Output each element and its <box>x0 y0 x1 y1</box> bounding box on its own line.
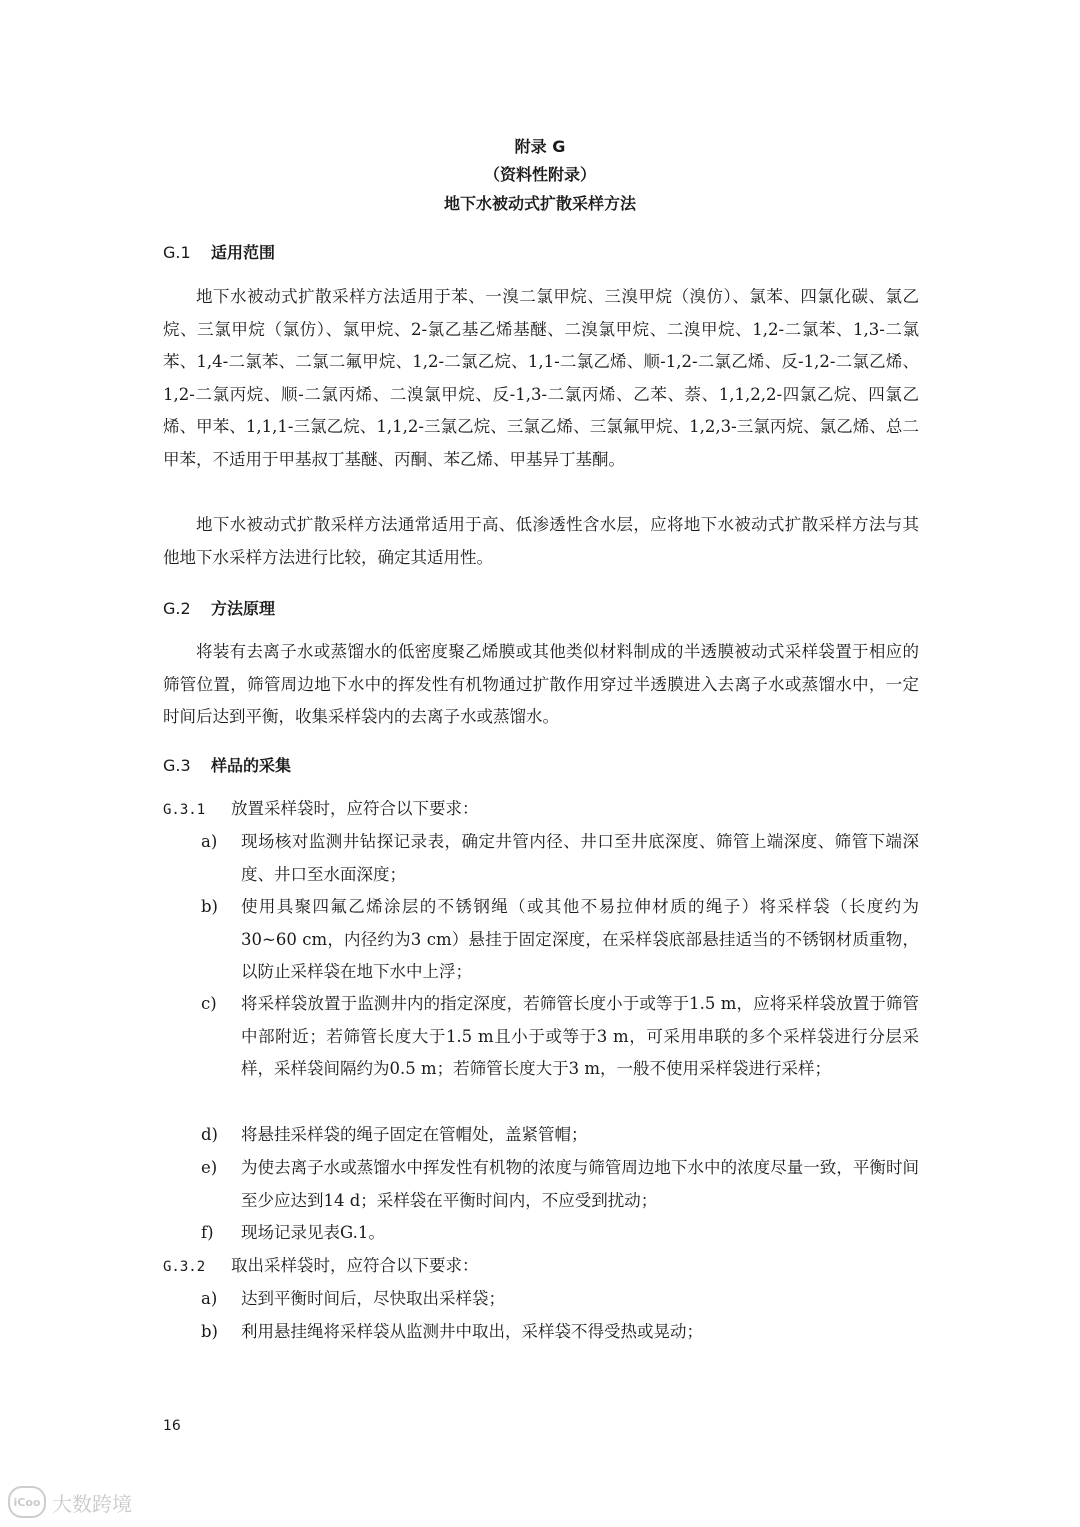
appendix-type: （资料性附录） <box>483 165 596 184</box>
item-text: 达到平衡时间后，尽快取出采样袋； <box>241 1289 505 1308</box>
list-item-g31-b <box>201 891 919 989</box>
item-label: e) <box>201 1158 218 1177</box>
item-label: f) <box>201 1223 214 1242</box>
item-label: b) <box>201 1322 218 1341</box>
watermark-text: 大数跨境 <box>52 1491 132 1516</box>
item-label: c) <box>201 994 217 1013</box>
list-item-g31-d <box>201 1119 919 1152</box>
item-label: a) <box>201 1289 218 1308</box>
section-number: G.1 <box>163 243 191 262</box>
item-label: a) <box>201 832 218 851</box>
item-label: d) <box>201 1125 218 1144</box>
list-item-g31-a <box>201 826 919 891</box>
appendix-title: 地下水被动式扩散采样方法 <box>443 194 636 213</box>
item-label: b) <box>201 897 218 916</box>
list-item-g31-e <box>201 1152 919 1217</box>
watermark-logo-icon: iCoo <box>8 1486 46 1518</box>
list-item-g32-a <box>201 1283 919 1316</box>
clause-number: G.3.2 <box>163 1259 206 1275</box>
paragraph-g1-scope: 地下水被动式扩散采样方法适用于苯、一溴二氯甲烷、三溴甲烷（溴仿）、氯苯、四氯化碳、氯乙烷、三氯甲烷（氯仿）、氯甲烷、2-氯乙基乙烯基醚、二溴氯甲烷、二溴甲烷、1,2-二氯苯、1,3-二氯苯、1,4-二氯苯、二氯二氟甲烷、1,2-二氯乙烷、1,1-二氯乙烯、顺-1,2-二氯乙烯、反-1,2-二氯乙烯、1,2-二氯丙烷、顺-二氯丙烯、二溴氯甲烷、反-1,3-二氯丙烯、乙苯、萘、1,1,2,2-四氯乙烷、四氯乙烯、甲苯、1,1,1-三氯乙烷、1,1,2-三氯乙烷、三氯乙烯、三氯氟甲烷、1,2,3-三氯丙烷、氯乙烯、总二甲苯，不适用于甲基叔丁基醚、丙酮、苯乙烯、甲基异丁基酮。 <box>163 287 919 469</box>
page-number: 16 <box>163 1418 181 1434</box>
paragraph-g2-principle: 将装有去离子水或蒸馏水的低密度聚乙烯膜或其他类似材料制成的半透膜被动式采样袋置于相应的筛管位置，筛管周边地下水中的挥发性有机物通过扩散作用穿过半透膜进入去离子水或蒸馏水中，一定时间后达到平衡，收集采样袋内的去离子水或蒸馏水。 <box>163 642 919 726</box>
section-title: 样品的采集 <box>211 756 292 775</box>
item-text: 利用悬挂绳将采样袋从监测井中取出，采样袋不得受热或晃动； <box>241 1322 703 1341</box>
item-text: 将悬挂采样袋的绳子固定在管帽处，盖紧管帽； <box>241 1125 588 1144</box>
clause-text: 放置采样袋时，应符合以下要求： <box>231 799 479 818</box>
item-text: 现场记录见表G.1。 <box>241 1223 385 1242</box>
section-heading-g2 <box>163 596 275 619</box>
item-text: 现场核对监测井钻探记录表，确定井管内径、井口至井底深度、筛管上端深度、筛管下端深度、井口至水面深度； <box>241 832 919 884</box>
watermark <box>8 1486 132 1518</box>
clause-g32 <box>163 1250 479 1284</box>
item-text: 使用具聚四氟乙烯涂层的不锈钢绳（或其他不易拉伸材质的绳子）将采样袋（长度约为30~60 cm，内径约为3 cm）悬挂于固定深度，在采样袋底部悬挂适当的不锈钢材质重物，以防止采样袋在地下水中上浮； <box>241 897 919 981</box>
clause-text: 取出采样袋时，应符合以下要求： <box>231 1256 479 1275</box>
section-title: 方法原理 <box>211 599 276 618</box>
section-heading-g3 <box>163 753 291 776</box>
clause-number: G.3.1 <box>163 802 206 818</box>
appendix-label: 附录 G <box>514 137 566 156</box>
clause-g31 <box>163 793 479 827</box>
list-item-g31-f <box>201 1217 919 1250</box>
section-number: G.3 <box>163 756 191 775</box>
section-number: G.2 <box>163 599 191 618</box>
item-text: 为使去离子水或蒸馏水中挥发性有机物的浓度与筛管周边地下水中的浓度尽量一致，平衡时间至少应达到14 d；采样袋在平衡时间内，不应受到扰动； <box>241 1158 919 1210</box>
list-item-g32-b <box>201 1316 919 1349</box>
list-item-g31-c <box>201 988 919 1086</box>
section-heading-g1 <box>163 240 275 263</box>
paragraph-g1-applicability: 地下水被动式扩散采样方法通常适用于高、低渗透性含水层，应将地下水被动式扩散采样方法与其他地下水采样方法进行比较，确定其适用性。 <box>163 515 919 567</box>
section-title: 适用范围 <box>211 243 276 262</box>
item-text: 将采样袋放置于监测井内的指定深度，若筛管长度小于或等于1.5 m，应将采样袋放置于筛管中部附近；若筛管长度大于1.5 m且小于或等于3 m，可采用串联的多个采样袋进行分层采样，采样袋间隔约为0.5 m；若筛管长度大于3 m，一般不使用采样袋进行采样； <box>241 994 919 1078</box>
